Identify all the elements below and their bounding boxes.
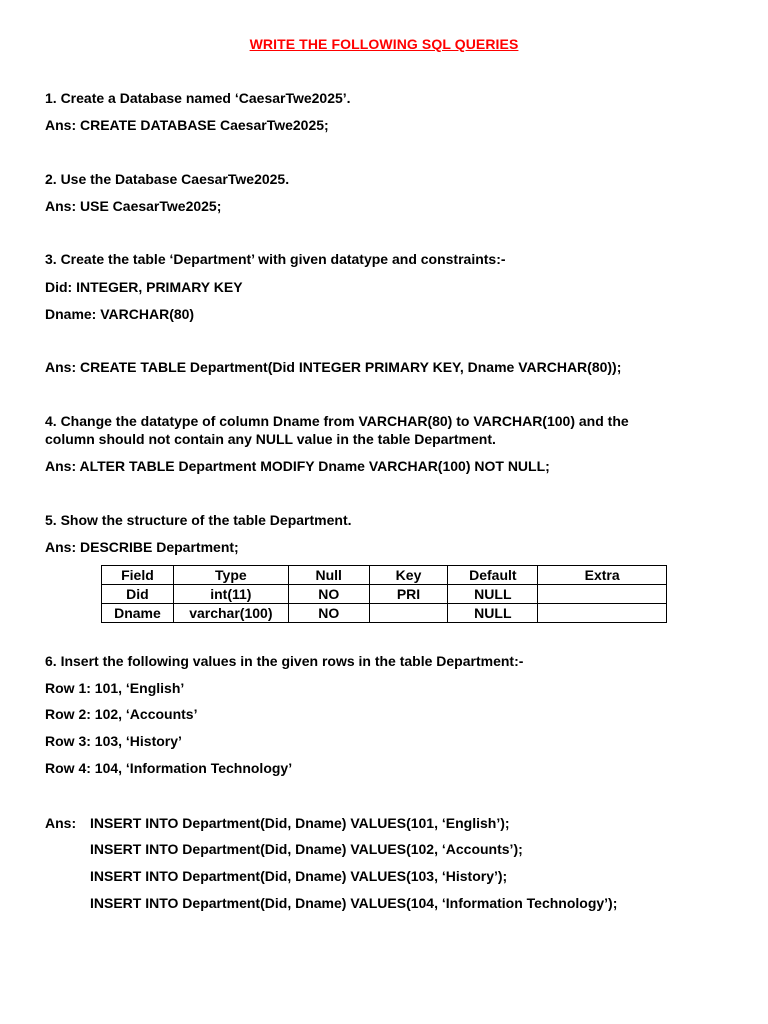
header-default: Default (448, 566, 538, 585)
q4-question-line1: 4. Change the datatype of column Dname from VARCHAR(80) to VARCHAR(100) and the (45, 413, 629, 429)
table-cell (538, 604, 667, 623)
table-cell: NULL (448, 585, 538, 604)
table-cell (538, 585, 667, 604)
q4-question-line2: column should not contain any NULL value in the table Department. (45, 431, 496, 447)
page-title: WRITE THE FOLLOWING SQL QUERIES (249, 36, 519, 52)
q2-question: 2. Use the Database CaesarTwe2025. (45, 171, 290, 187)
header-extra: Extra (538, 566, 667, 585)
q5-answer: Ans: DESCRIBE Department; (45, 539, 239, 555)
q3-line-dname: Dname: VARCHAR(80) (45, 306, 195, 322)
q3-answer: Ans: CREATE TABLE Department(Did INTEGER PRIMARY KEY, Dname VARCHAR(80)); (45, 359, 622, 375)
q1-answer: Ans: CREATE DATABASE CaesarTwe2025; (45, 117, 329, 133)
q6-question: 6. Insert the following values in the given rows in the table Department:- (45, 653, 524, 669)
q6-answer-4: INSERT INTO Department(Did, Dname) VALUES(104, ‘Information Technology’); (90, 895, 618, 911)
q3-line-did: Did: INTEGER, PRIMARY KEY (45, 279, 243, 295)
table-header-row (102, 566, 667, 585)
table-cell: int(11) (173, 585, 288, 604)
structure-table (101, 565, 667, 623)
q2-answer: Ans: USE CaesarTwe2025; (45, 198, 222, 214)
header-null: Null (288, 566, 369, 585)
q6-answer-label: Ans: (45, 815, 77, 831)
table-row (102, 604, 667, 623)
q6-row-3: Row 3: 103, ‘History’ (45, 733, 182, 749)
q6-answer-1: INSERT INTO Department(Did, Dname) VALUES(101, ‘English’); (90, 815, 510, 831)
q6-answer-3: INSERT INTO Department(Did, Dname) VALUES(103, ‘History’); (90, 868, 508, 884)
header-field: Field (102, 566, 174, 585)
q6-answer-2: INSERT INTO Department(Did, Dname) VALUES(102, ‘Accounts’); (90, 841, 523, 857)
q5-question: 5. Show the structure of the table Department. (45, 512, 352, 528)
table-cell: PRI (369, 585, 448, 604)
q4-answer: Ans: ALTER TABLE Department MODIFY Dname VARCHAR(100) NOT NULL; (45, 458, 550, 474)
q3-question: 3. Create the table ‘Department’ with given datatype and constraints:- (45, 251, 506, 267)
table-cell: Did (102, 585, 174, 604)
table-cell: varchar(100) (173, 604, 288, 623)
table-row (102, 585, 667, 604)
table-cell: NO (288, 604, 369, 623)
q1-question: 1. Create a Database named ‘CaesarTwe2025’. (45, 90, 351, 106)
q6-row-4: Row 4: 104, ‘Information Technology’ (45, 760, 293, 776)
table-cell (369, 604, 448, 623)
header-key: Key (369, 566, 448, 585)
table-cell: Dname (102, 604, 174, 623)
table-cell: NULL (448, 604, 538, 623)
q6-row-2: Row 2: 102, ‘Accounts’ (45, 706, 198, 722)
q6-row-1: Row 1: 101, ‘English’ (45, 680, 185, 696)
table-cell: NO (288, 585, 369, 604)
header-type: Type (173, 566, 288, 585)
